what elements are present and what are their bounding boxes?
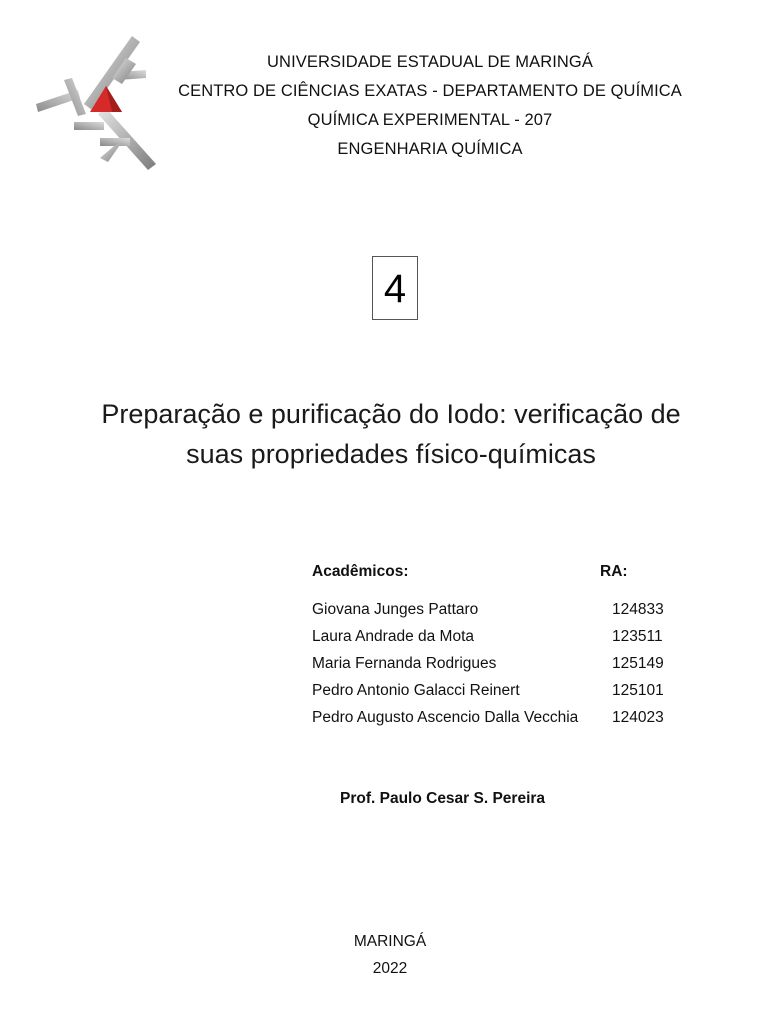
student-name: Maria Fernanda Rodrigues (312, 655, 497, 672)
student-name: Giovana Junges Pattaro (312, 601, 479, 618)
program-name: ENGENHARIA QUÍMICA (337, 140, 523, 158)
university-name: UNIVERSIDADE ESTADUAL DE MARINGÁ (267, 53, 593, 71)
students-header-name: Acadêmicos: (312, 563, 409, 580)
department-name: CENTRO DE CIÊNCIAS EXATAS - DEPARTAMENTO DE QUÍMICA (178, 82, 682, 100)
students-header-ra: RA: (600, 563, 628, 580)
institution-header (160, 48, 700, 164)
students-table (312, 558, 732, 731)
footer-city: MARINGÁ (353, 933, 427, 950)
footer (300, 928, 480, 982)
table-row (312, 623, 732, 650)
student-ra: 125149 (612, 655, 664, 672)
professor-name: Prof. Paulo Cesar S. Pereira (340, 790, 546, 807)
student-ra: 124023 (612, 709, 664, 726)
student-ra: 123511 (612, 628, 663, 645)
footer-year: 2022 (372, 960, 408, 977)
student-ra: 125101 (612, 682, 664, 699)
student-ra: 124833 (612, 601, 664, 618)
student-name: Pedro Augusto Ascencio Dalla Vecchia (312, 709, 579, 726)
report-title-line-2: suas propriedades físico-químicas (186, 439, 596, 469)
students-table-header (312, 558, 732, 586)
table-row (312, 677, 732, 704)
report-number: 4 (372, 256, 418, 320)
table-row (312, 704, 732, 731)
table-row (312, 596, 732, 623)
table-row (312, 650, 732, 677)
report-title-line-1: Preparação e purificação do Iodo: verificação de (101, 399, 681, 429)
uem-logo-icon (34, 34, 158, 170)
student-name: Laura Andrade da Mota (312, 628, 475, 645)
report-title (40, 394, 742, 474)
student-name: Pedro Antonio Galacci Reinert (312, 682, 520, 699)
course-name: QUÍMICA EXPERIMENTAL - 207 (307, 111, 553, 129)
